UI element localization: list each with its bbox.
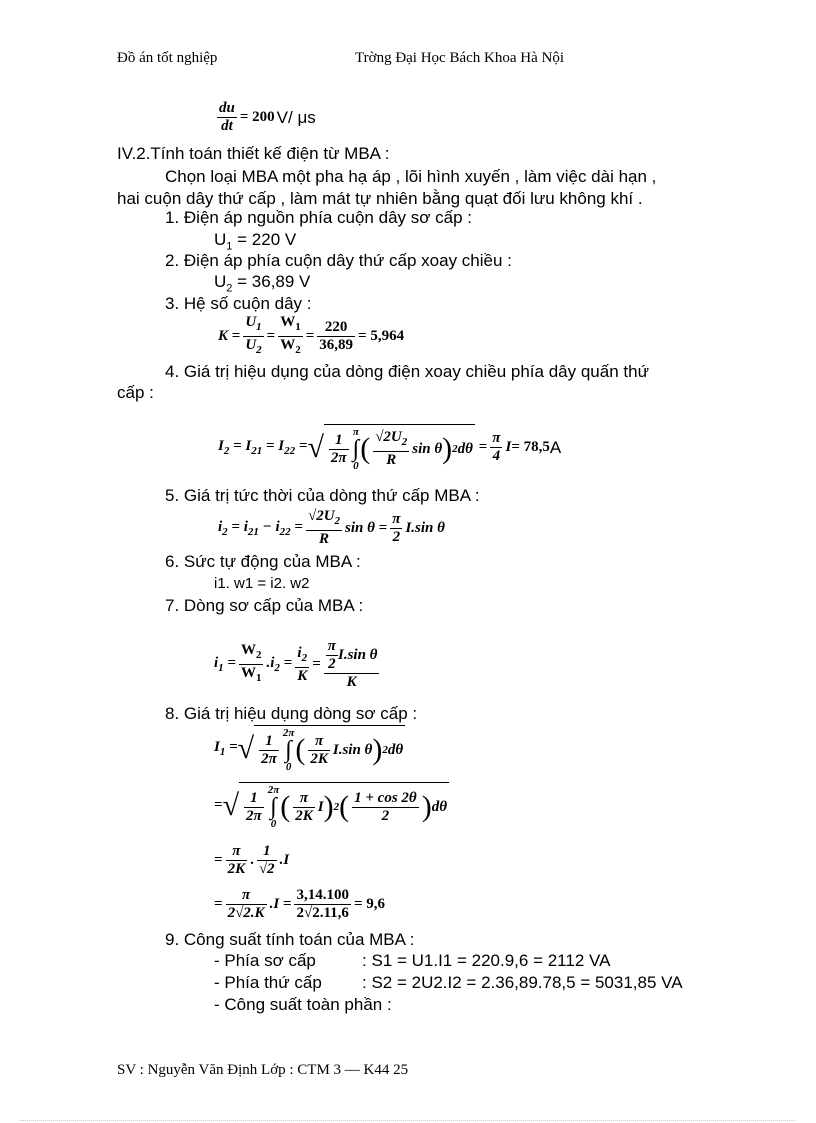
formula-i1-rms-4: = $\frac{\pi}{2√2.K}$ .I = $\frac{3,14.100}{2√2.11,6}$ = 9,6 bbox=[214, 887, 386, 921]
footer-divider bbox=[20, 1120, 796, 1121]
header-right: Trờng Đại Học Bách Khoa Hà Nội bbox=[355, 50, 565, 66]
formula-i1: $i_1$ = $\frac{W_2}{W_1}$ $.i_2$ = $\frac{i_2}{K}$ = $\frac{\pi}{2}$ I.sin θ K bbox=[214, 638, 378, 690]
power-secondary-value: : S2 = 2U2.I2 = 2.36,89.78,5 = 5031,85 VA bbox=[362, 973, 683, 992]
item-2: 2. Điện áp phía cuộn dây thứ cấp xoay chiều : bbox=[165, 251, 512, 270]
formula-k: K = $\frac{U_1}{U_2}$ = $\frac{W_1}{W_2}$ = $\frac{220}{36,89}$ = 5,964 bbox=[218, 314, 405, 356]
formula-i1-rms-3: = $\frac{\pi}{2K}$ . $\frac{1}{√2}$ .I bbox=[214, 843, 290, 877]
formula-du-dt: $\frac{du}{dt}$ = 200 V/ μs bbox=[219, 100, 316, 134]
item-3: 3. Hệ số cuộn dây : bbox=[165, 294, 312, 313]
item-4a: 4. Giá trị hiệu dụng của dòng điện xoay chiều phía dây quấn thứ bbox=[165, 362, 649, 381]
item-8: 8. Giá trị hiệu dụng dòng sơ cấp : bbox=[165, 704, 418, 723]
formula-i2-instant: $i_2 = i_{21} - i_{22}$ = $\frac{√2U_2}{R}$ sin θ = $\frac{\pi}{2}$ I.sin θ bbox=[218, 508, 445, 547]
item-7: 7. Dòng sơ cấp của MBA : bbox=[165, 596, 364, 615]
item-1: 1. Điện áp nguồn phía cuộn dây sơ cấp : bbox=[165, 208, 472, 227]
header-left: Đồ án tốt nghiệp bbox=[117, 50, 218, 66]
item-5: 5. Giá trị tức thời của dòng thứ cấp MBA : bbox=[165, 486, 480, 505]
footer: SV : Nguyễn Văn Định Lớp : CTM 3 — K44 25 bbox=[117, 1062, 409, 1078]
item-6-formula: i1. w1 = i2. w2 bbox=[214, 575, 310, 592]
power-secondary-label: - Phía thứ cấp bbox=[214, 973, 322, 992]
item-6: 6. Sức tự động của MBA : bbox=[165, 552, 361, 571]
formula-i1-rms-1: $I_1$ = √ $\frac{1}{2\pi}$ 2π ∫ 0 ( $\frac{\pi}{2K}$ I.sin θ ) 2 dθ bbox=[214, 727, 404, 773]
section-title: IV.2.Tính toán thiết kế điện từ MBA : bbox=[117, 144, 390, 163]
intro-line-1: Chọn loại MBA một pha hạ áp , lõi hình xuyến , làm việc dài hạn , bbox=[165, 167, 657, 186]
u1-line: $U_1 = 220$ V bbox=[214, 230, 297, 253]
intro-line-2: hai cuộn dây thứ cấp , làm mát tự nhiên bằng quạt đối lưu không khí . bbox=[117, 189, 643, 208]
formula-i2: $I_2 = I_{21} = I_{22}$ = √ $\frac{1}{2\pi}$ π ∫ 0 ( $\frac{√2U_2}{R}$ sin θ ) 2 dθ = $\frac{\pi}{4}$ I = 78,5 A bbox=[218, 426, 562, 472]
item-4b: cấp : bbox=[117, 383, 154, 402]
item-9: 9. Công suất tính toán của MBA : bbox=[165, 930, 415, 949]
u2-line: $U_2 = 36,89$ V bbox=[214, 272, 311, 295]
power-primary-value: : S1 = U1.I1 = 220.9,6 = 2112 VA bbox=[362, 951, 611, 970]
power-total-label: - Công suất toàn phần : bbox=[214, 995, 392, 1014]
formula-i1-rms-2: = √ $\frac{1}{2\pi}$ 2π ∫ 0 ( $\frac{\pi}{2K}$ I ) 2 ( $\frac{1 + \cos 2\theta}{2}$ ) dθ bbox=[214, 784, 447, 830]
power-primary-label: - Phía sơ cấp bbox=[214, 951, 316, 970]
